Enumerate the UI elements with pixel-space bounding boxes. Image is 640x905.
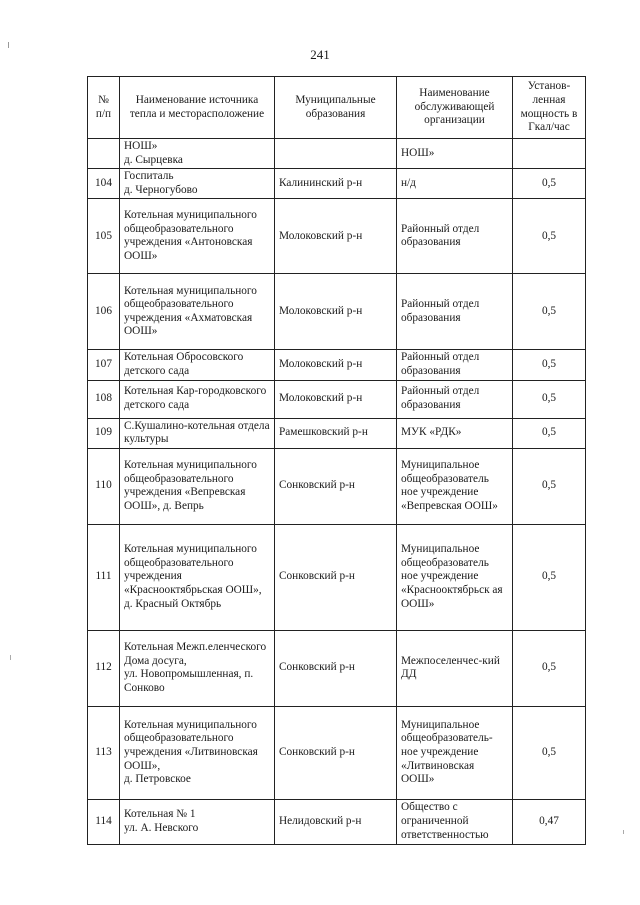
installed-power: 0,5 — [513, 418, 586, 448]
row-number: 108 — [88, 380, 120, 418]
municipality: Калининский р-н — [275, 169, 397, 199]
source-name: Госпиталь д. Черногубово — [120, 169, 275, 199]
table-row — [88, 274, 586, 350]
row-number: 104 — [88, 169, 120, 199]
row-number: 110 — [88, 448, 120, 524]
scan-mark — [623, 830, 624, 834]
table-row — [88, 418, 586, 448]
header-power: Установ-ленная мощность в Гкал/час — [513, 77, 586, 139]
installed-power: 0,5 — [513, 199, 586, 274]
table-row — [88, 706, 586, 799]
source-name: Котельная Межп.еленческого Дома досуга, ул. Новопромышленная, п. Сонково — [120, 630, 275, 706]
table-row — [88, 630, 586, 706]
organization: НОШ» — [397, 139, 513, 169]
heat-sources-table — [87, 76, 586, 845]
header-num: № п/п — [88, 77, 120, 139]
organization: Районный отдел образования — [397, 350, 513, 380]
source-name: Котельная муниципального общеобразовательного учреждения «Ахматовская ООШ» — [120, 274, 275, 350]
municipality: Сонковский р-н — [275, 630, 397, 706]
table-row — [88, 448, 586, 524]
header-organization: Наименование обслуживающей организации — [397, 77, 513, 139]
row-number: 109 — [88, 418, 120, 448]
header-name: Наименование источника тепла и месторасположение — [120, 77, 275, 139]
source-name: Котельная муниципального общеобразовательного учреждения «Краснооктябрьская ООШ», д. Красный Октябрь — [120, 524, 275, 630]
table-body — [88, 139, 586, 845]
installed-power: 0,5 — [513, 524, 586, 630]
municipality — [275, 139, 397, 169]
table-row — [88, 350, 586, 380]
row-number: 113 — [88, 706, 120, 799]
header-row — [88, 77, 586, 139]
municipality: Сонковский р-н — [275, 448, 397, 524]
municipality: Сонковский р-н — [275, 706, 397, 799]
source-name: НОШ» д. Сырцевка — [120, 139, 275, 169]
municipality: Молоковский р-н — [275, 380, 397, 418]
municipality: Рамешковский р-н — [275, 418, 397, 448]
installed-power: 0,5 — [513, 448, 586, 524]
table-row — [88, 524, 586, 630]
organization: МУК «РДК» — [397, 418, 513, 448]
organization: Районный отдел образования — [397, 199, 513, 274]
installed-power: 0,47 — [513, 799, 586, 844]
row-number: 106 — [88, 274, 120, 350]
table-row — [88, 799, 586, 844]
row-number — [88, 139, 120, 169]
municipality: Сонковский р-н — [275, 524, 397, 630]
table-row — [88, 169, 586, 199]
row-number: 107 — [88, 350, 120, 380]
installed-power: 0,5 — [513, 380, 586, 418]
page-number: 241 — [310, 47, 330, 62]
source-name: Котельная № 1 ул. А. Невского — [120, 799, 275, 844]
scan-mark — [10, 655, 11, 660]
municipality: Молоковский р-н — [275, 199, 397, 274]
installed-power: 0,5 — [513, 630, 586, 706]
organization: Муниципальное общеобразователь ное учреждение «Вепревская ООШ» — [397, 448, 513, 524]
source-name: Котельная муниципального общеобразовательного учреждения «Литвиновская ООШ», д. Петровское — [120, 706, 275, 799]
header-municipality: Муниципальные образования — [275, 77, 397, 139]
organization: Муниципальное общеобразователь-ное учреждение «Литвиновская ООШ» — [397, 706, 513, 799]
table-row — [88, 199, 586, 274]
organization: Районный отдел образования — [397, 274, 513, 350]
row-number: 105 — [88, 199, 120, 274]
installed-power: 0,5 — [513, 274, 586, 350]
installed-power: 0,5 — [513, 350, 586, 380]
row-number: 111 — [88, 524, 120, 630]
organization: Муниципальное общеобразователь ное учреждение «Краснооктябрьск ая ООШ» — [397, 524, 513, 630]
table-row — [88, 139, 586, 169]
source-name: Котельная муниципального общеобразовательного учреждения «Вепревская ООШ», д. Вепрь — [120, 448, 275, 524]
row-number: 112 — [88, 630, 120, 706]
table-row — [88, 380, 586, 418]
organization: Районный отдел образования — [397, 380, 513, 418]
installed-power: 0,5 — [513, 706, 586, 799]
municipality: Нелидовский р-н — [275, 799, 397, 844]
organization: Межпоселенчес-кий ДД — [397, 630, 513, 706]
source-name: Котельная муниципального общеобразовательного учреждения «Антоновская ООШ» — [120, 199, 275, 274]
installed-power — [513, 139, 586, 169]
organization: Общество с ограниченной ответственностью — [397, 799, 513, 844]
organization: н/д — [397, 169, 513, 199]
municipality: Молоковский р-н — [275, 350, 397, 380]
source-name: Котельная Обросовского детского сада — [120, 350, 275, 380]
installed-power: 0,5 — [513, 169, 586, 199]
source-name: С.Кушалино-котельная отдела культуры — [120, 418, 275, 448]
municipality: Молоковский р-н — [275, 274, 397, 350]
source-name: Котельная Кар-городковского детского сада — [120, 380, 275, 418]
row-number: 114 — [88, 799, 120, 844]
